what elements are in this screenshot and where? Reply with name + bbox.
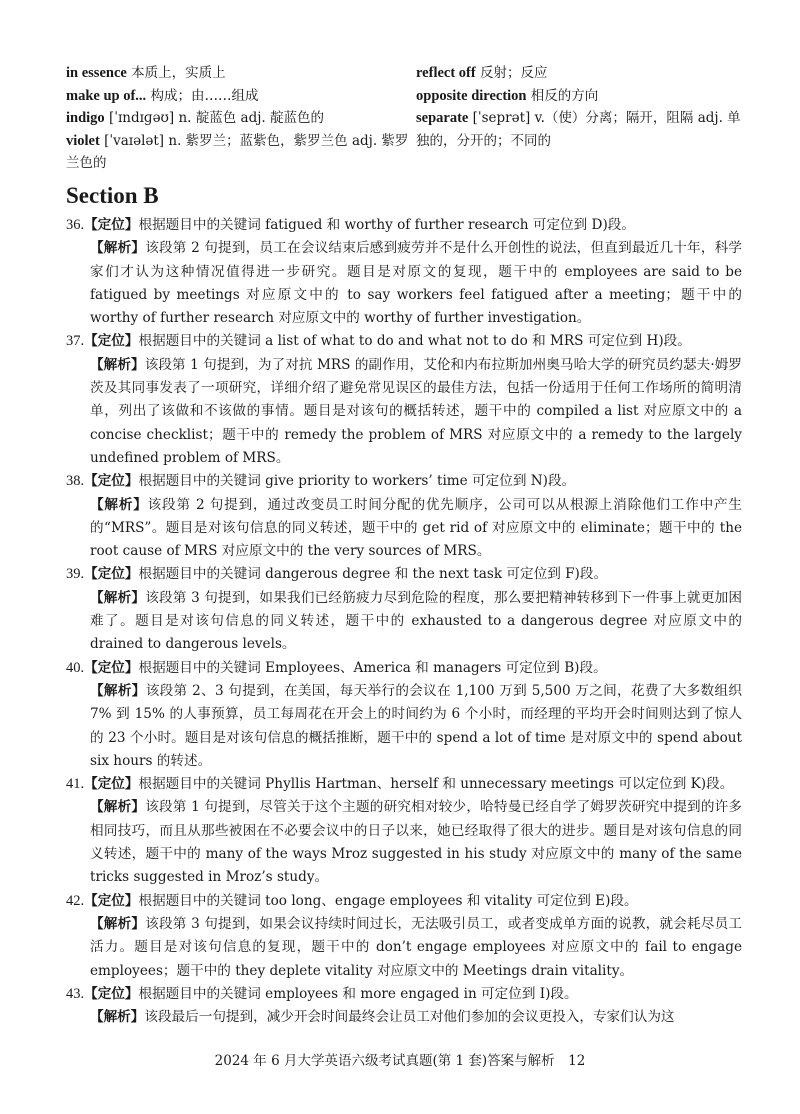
analysis-label: 【解析】: [90, 240, 146, 257]
locate-label: 【定位】: [84, 217, 139, 233]
question-number: 36.: [66, 217, 85, 233]
question-locate: [66, 657, 742, 680]
question-locate: [66, 983, 742, 1006]
question-number: 38.: [66, 473, 85, 490]
vocab-term: separate: [416, 110, 469, 126]
analysis-label: 【解析】: [90, 915, 146, 932]
locate-text: 根据题目中的关键词 fatigued 和 worthy of further research 可定位到 D)段。: [138, 217, 635, 233]
vocab-term: indigo: [66, 110, 105, 126]
vocab-entry: [416, 62, 746, 85]
analysis-text: 该段第 1 句提到，为了对抗 MRS 的副作用，艾伦和内布拉斯加州奥马哈大学的研究员约瑟夫·姆罗茨及其同事发表了一项研究，详细介绍了避免常见误区的最佳方法，包括一份适用于任何工作场所的简明清单，列出了该做和不该做的事情。题目是对该句的概括转述，题干中的 compiled a list 对应原文中的 a concise checklist；题干中的 remedy the problem of MRS 对应原文中的 a remedy to the largely undefined problem of MRS。: [90, 356, 743, 466]
vocab-entry: [416, 85, 746, 108]
vocab-definition: [ˈseprət] v.（使）分离；隔开，阻隔 adj. 单独的，分开的；不同的: [416, 110, 741, 149]
page-footer: 2024 年 6 月大学英语六级考试真题(第 1 套)答案与解析 12: [214, 1053, 586, 1069]
section-title: Section B: [66, 183, 159, 208]
question-number: 40.: [66, 659, 85, 676]
question-locate: [66, 890, 742, 913]
question-number: 37.: [66, 333, 85, 350]
analysis-label: 【解析】: [90, 682, 146, 699]
locate-label: 【定位】: [84, 659, 139, 676]
question-analysis: [90, 354, 742, 470]
locate-text: 根据题目中的关键词 give priority to workers’ time 可定位到 N)段。: [138, 473, 576, 490]
locate-label: 【定位】: [84, 892, 139, 909]
analysis-text: 该段最后一句提到，减少开会时间最终会让员工对他们参加的会议更投入，专家们认为这: [144, 1009, 675, 1026]
vocab-entry: [66, 130, 416, 175]
locate-text: 根据题目中的关键词 dangerous degree 和 the next task 可定位到 F)段。: [138, 566, 608, 583]
locate-label: 【定位】: [84, 333, 139, 350]
locate-label: 【定位】: [84, 985, 139, 1002]
question-locate: [66, 330, 742, 353]
vocab-term: in essence: [66, 65, 127, 81]
vocab-column-left: [66, 62, 416, 175]
locate-text: 根据题目中的关键词 a list of what to do and what not to do 和 MRS 可定位到 H)段。: [138, 333, 691, 350]
analysis-text: 该段第 3 句提到，如果会议持续时间过长，无法吸引员工，或者变成单方面的说教，就会耗尽员工活力。题目是对该句信息的复现，题干中的 don’t engage employees 对应原文中的 fail to engage employees；题干中的 they deplete vitality 对应原文中的 Meetings drain vitality。: [90, 915, 743, 979]
analysis-text: 该段第 2 句提到，通过改变员工时间分配的优先顺序，公司可以从根源上消除他们工作中产生的“MRS”。题目是对该句信息的同义转述，题干中的 get rid of 对应原文中的 eliminate；题干中的 the root cause of MRS 对应原文中的 the very sources of MRS。: [90, 496, 743, 560]
vocab-term: reflect off: [416, 65, 476, 81]
question-locate: [66, 773, 742, 796]
vocab-definition: 本质上，实质上: [126, 65, 226, 81]
vocab-definition: 构成；由……组成: [146, 87, 259, 104]
question-analysis: [90, 680, 742, 773]
vocab-entry: [66, 85, 416, 108]
question-locate: [66, 214, 742, 237]
question-analysis: [90, 913, 742, 983]
answer-explanations: [66, 214, 742, 1029]
question-number: 43.: [66, 985, 85, 1002]
locate-text: 根据题目中的关键词 employees 和 more engaged in 可定位到 I)段。: [138, 985, 578, 1002]
vocab-term: make up of...: [66, 87, 147, 104]
analysis-label: 【解析】: [90, 496, 148, 513]
analysis-label: 【解析】: [90, 356, 145, 373]
analysis-label: 【解析】: [90, 1009, 145, 1026]
question-number: 41.: [66, 776, 85, 793]
question-locate: [66, 470, 742, 493]
locate-text: 根据题目中的关键词 too long、engage employees 和 vitality 可定位到 E)段。: [138, 892, 638, 909]
vocabulary-box: [66, 62, 746, 175]
vocab-term: violet: [66, 132, 100, 149]
analysis-text: 该段第 1 句提到，尽管关于这个主题的研究相对较少，哈特曼已经自学了姆罗茨研究中提到的许多相同技巧，而且从那些被困在不必要会议中的日子以来，她已经取得了很大的进步。题目是对该句信息的同义转述，题干中的 many of the ways Mroz suggested in his study 对应原文中的 many of the same tricks suggested in Mroz’s study。: [90, 799, 743, 886]
analysis-text: 该段第 2、3 句提到，在美国，每天举行的会议在 1,100 万到 5,500 万之间，花费了大多数组织 7% 到 15% 的人事预算，员工每周花在开会上的时间约为 6 个小时，而经理的平均开会时间则达到了惊人的 23 个小时。题目是对该句信息的概括推断，题干中的 spend a lot of time 是对原文中的 spend about six hours 的转述。: [90, 682, 742, 769]
vocab-entry: [66, 62, 416, 85]
locate-label: 【定位】: [84, 473, 139, 490]
question-analysis: [90, 587, 742, 657]
analysis-text: 该段第 3 句提到，如果我们已经筋疲力尽到危险的程度，那么要把精神转移到下一件事上就更加困难了。题目是对该句信息的同义转述，题干中的 exhausted to a dangerous degree 对应原文中的 drained to dangerous levels。: [90, 589, 743, 653]
question-locate: [66, 563, 742, 586]
question-analysis: [90, 237, 742, 330]
question-number: 39.: [66, 566, 85, 583]
locate-text: 根据题目中的关键词 Phyllis Hartman、herself 和 unnecessary meetings 可以定位到 K)段。: [138, 776, 734, 793]
question-number: 42.: [66, 892, 85, 909]
vocab-definition: 相反的方向: [526, 87, 599, 104]
question-analysis: [90, 494, 742, 564]
locate-label: 【定位】: [84, 566, 139, 583]
locate-text: 根据题目中的关键词 Employees、America 和 managers 可定位到 B)段。: [138, 659, 607, 676]
question-analysis: [90, 796, 742, 889]
analysis-label: 【解析】: [90, 589, 146, 606]
vocab-column-right: [416, 62, 746, 175]
vocab-entry: [66, 107, 416, 130]
question-analysis: [90, 1006, 742, 1029]
analysis-label: 【解析】: [90, 799, 146, 816]
vocab-definition: 反射；反应: [475, 65, 548, 81]
vocab-term: opposite direction: [416, 87, 527, 104]
locate-label: 【定位】: [84, 776, 139, 793]
vocab-entry: [416, 107, 746, 152]
vocab-definition: [ˈɪndɪɡəʊ] n. 靛蓝色 adj. 靛蓝色的: [104, 110, 325, 126]
vocab-definition: [ˈvaɪələt] n. 紫罗兰；蓝紫色，紫罗兰色 adj. 紫罗兰色的: [66, 132, 409, 171]
analysis-text: 该段第 2 句提到，员工在会议结束后感到疲劳并不是什么开创性的说法，但直到最近几十年，科学家们才认为这种情况值得进一步研究。题目是对原文的复现，题干中的 employees are said to be fatigued by meetings 对应原文中的 to say workers feel fatigued after a meeting；题干中的 worthy of further research 对应原文中的 worthy of further investigation。: [90, 240, 743, 327]
